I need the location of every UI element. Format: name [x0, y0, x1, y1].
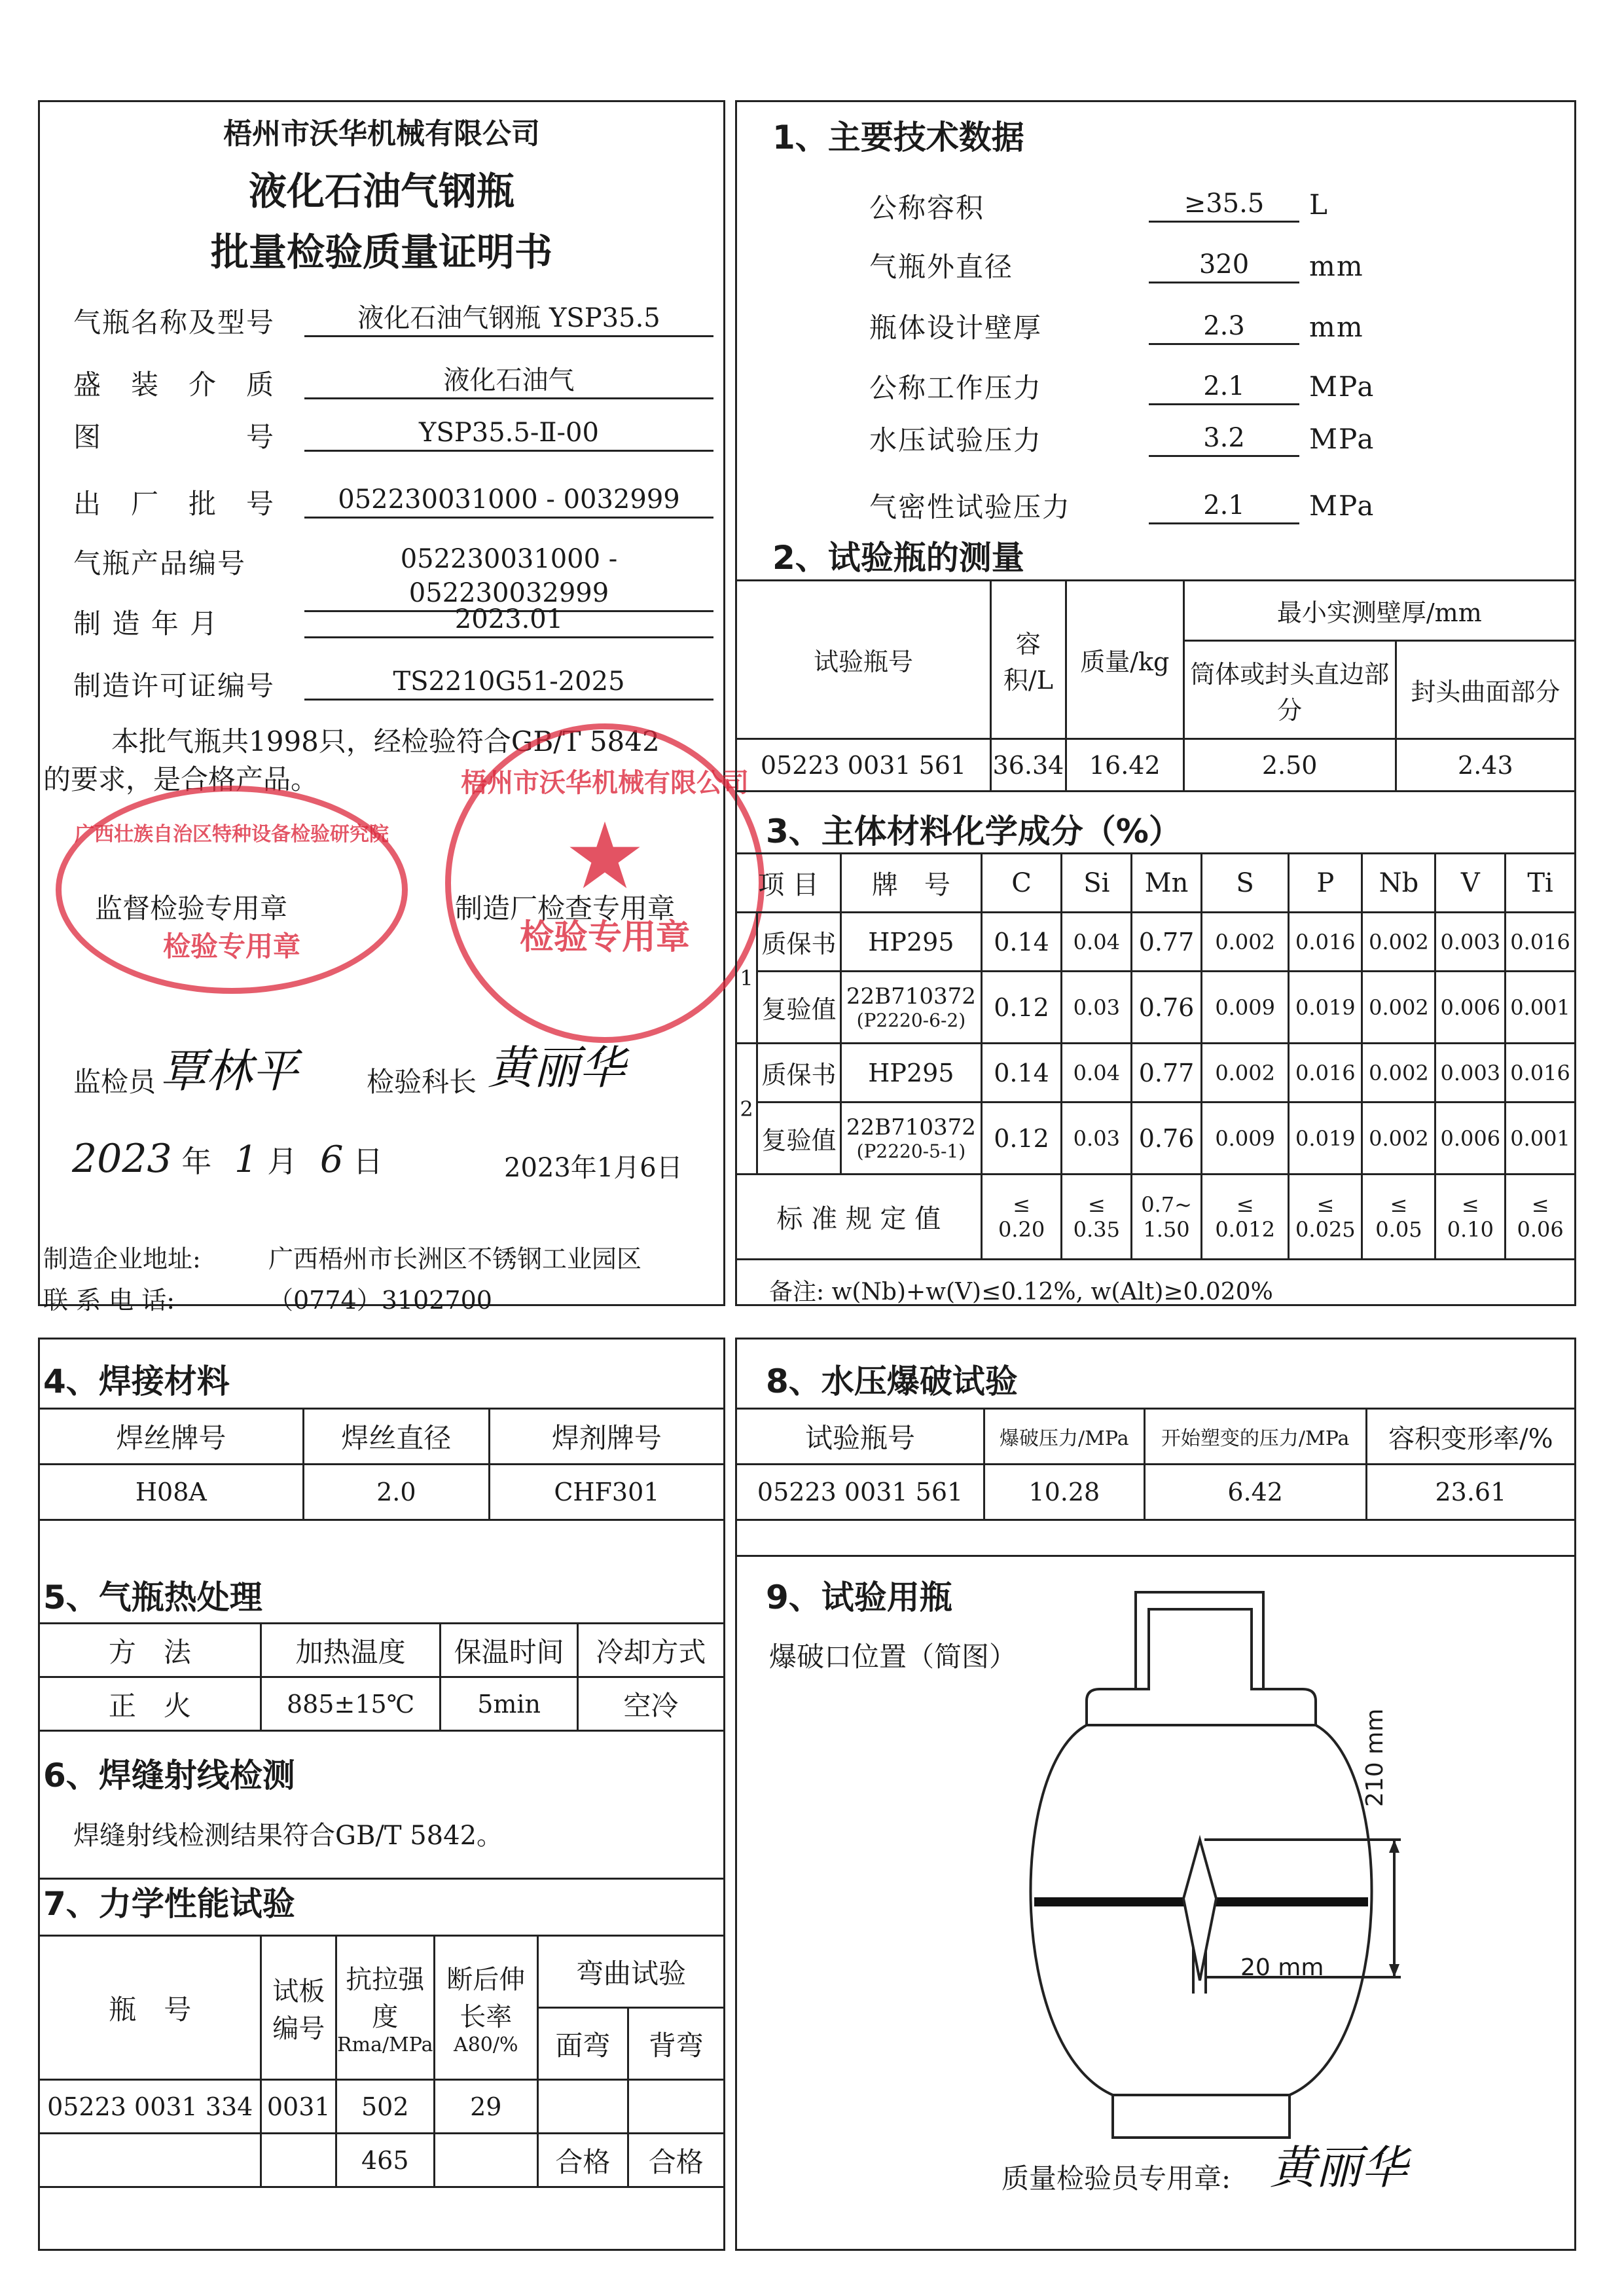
cell: 23.61: [1366, 1465, 1575, 1520]
val: 0.019: [1289, 972, 1362, 1044]
address-label: 制造企业地址:: [43, 1245, 201, 1273]
cell: [39, 2134, 261, 2187]
header-face-bend: 面弯: [538, 2008, 628, 2080]
col-header: P: [1289, 854, 1362, 913]
cell: 10.28: [984, 1465, 1145, 1520]
cell: [261, 2134, 336, 2187]
info-value: 052230031000 - 052230032999: [304, 542, 713, 612]
hand-month-unit: 月: [267, 1144, 298, 1179]
col-header: V: [1435, 854, 1506, 913]
header-elongation: 断后伸长率 A80/%: [434, 1936, 538, 2080]
company-name: 梧州市沃华机械有限公司: [223, 117, 540, 151]
section9-title: 9、试验用瓶: [766, 1578, 952, 1616]
radiography-result: 焊缝射线检测结果符合GB/T 5842。: [73, 1821, 503, 1851]
header-back-bend: 背弯: [628, 2008, 724, 2080]
std-cell: ≤ 0.06: [1506, 1175, 1576, 1260]
val: 0.016: [1289, 913, 1362, 972]
cylinder-diagram: [1008, 1591, 1479, 2154]
header-body-part: 筒体或封头直边部分: [1183, 641, 1396, 739]
col-header: 方 法: [39, 1624, 261, 1677]
spec-unit: MPa: [1309, 371, 1375, 403]
header-bend: 弯曲试验: [538, 1936, 725, 2008]
collar: [1087, 1689, 1316, 1725]
val: 0.001: [1506, 972, 1576, 1044]
val: 0.14: [981, 1044, 1062, 1102]
section2-title: 2、试验瓶的测量: [772, 539, 1024, 577]
val: 0.016: [1506, 1044, 1576, 1102]
hand-day: 6: [319, 1139, 344, 1181]
measurement-table: [735, 579, 1576, 792]
spec-value: ≥35.5: [1149, 187, 1299, 223]
arrow-down: [1389, 1964, 1399, 1977]
chief-signature: 黄丽华: [488, 1041, 625, 1095]
info-value: YSP35.5-Ⅱ-00: [304, 416, 713, 452]
col-header: 焊丝牌号: [39, 1409, 304, 1465]
col-header: C: [981, 854, 1062, 913]
header-bottle-no: 试验瓶号: [736, 581, 991, 739]
val: 0.016: [1289, 1044, 1362, 1102]
inspector-signature: 覃林平: [160, 1044, 298, 1098]
cell: [538, 2080, 628, 2134]
hand-month: 1: [234, 1139, 258, 1181]
spec-label: 气密性试验压力: [869, 491, 1072, 523]
val: 0.006: [1435, 972, 1506, 1044]
factory-stamp: [445, 723, 765, 1043]
section9-subtitle: 爆破口位置（简图）: [769, 1641, 1017, 1673]
printed-date: 2023年1月6日: [504, 1153, 683, 1183]
supervision-stamp-text: 广西壮族自治区特种设备检验研究院: [75, 823, 389, 846]
mechanical-table: [38, 1935, 725, 2188]
cell: 6.42: [1144, 1465, 1366, 1520]
heat-treatment-table: [38, 1622, 725, 1732]
spec-label: 水压试验压力: [869, 424, 1043, 456]
header-mass: 质量/kg: [1066, 581, 1183, 739]
cell: 0031: [261, 2080, 336, 2134]
group-no: 2: [736, 1044, 757, 1175]
info-label: 制造许可证编号: [73, 670, 276, 702]
chief-label: 检验科长: [367, 1066, 477, 1098]
star-icon: ★: [564, 803, 646, 910]
val: 0.016: [1506, 913, 1576, 972]
cell-body: 2.50: [1183, 739, 1396, 792]
info-label: 制 造 年 月: [73, 608, 219, 640]
spec-label: 气瓶外直径: [869, 251, 1014, 283]
val: 0.04: [1062, 1044, 1132, 1102]
info-label: 出 厂 批 号: [73, 488, 276, 520]
spec-unit: L: [1309, 189, 1329, 221]
col-header: 开始塑变的压力/MPa: [1144, 1409, 1366, 1465]
col-header: 冷却方式: [577, 1624, 724, 1677]
val: 0.04: [1062, 913, 1132, 972]
section4-title: 4、焊接材料: [43, 1362, 230, 1400]
section8-title: 8、水压爆破试验: [766, 1362, 1018, 1400]
document-title-1: 液化石油气钢瓶: [248, 169, 514, 213]
spec-unit: mm: [1309, 250, 1364, 282]
header-bottle: 瓶 号: [39, 1936, 261, 2080]
spec-value: 2.1: [1149, 488, 1299, 524]
handle-outline: [1136, 1592, 1263, 1689]
val: 0.006: [1435, 1102, 1506, 1175]
welding-table: [38, 1408, 725, 1521]
factory-stamp-inner: 检验专用章: [519, 918, 690, 957]
val: 0.002: [1362, 1102, 1435, 1175]
inspector-seal-signature: 黄丽华: [1270, 2141, 1407, 2195]
cell: 5min: [441, 1677, 577, 1731]
supervision-stamp-inner: 检验专用章: [162, 930, 300, 962]
val: 0.019: [1289, 1102, 1362, 1175]
col-header: S: [1201, 854, 1288, 913]
col-header: 保温时间: [441, 1624, 577, 1677]
col-header: 容积变形率/%: [1366, 1409, 1575, 1465]
cell: 502: [336, 2080, 434, 2134]
info-label: 盛 装 介 质: [73, 369, 276, 401]
handwritten-date: [72, 1136, 383, 1182]
cell-volume: 36.34: [990, 739, 1066, 792]
spec-label: 瓶体设计壁厚: [869, 312, 1043, 344]
std-cell: ≤ 0.05: [1362, 1175, 1435, 1260]
section5-title: 5、气瓶热处理: [43, 1578, 262, 1616]
row-item: 质保书: [757, 913, 841, 972]
std-cell: 0.7~ 1.50: [1132, 1175, 1202, 1260]
row-item: 复验值: [757, 972, 841, 1044]
section1-title: 1、主要技术数据: [772, 118, 1024, 156]
cell-mass: 16.42: [1066, 739, 1183, 792]
section6-title: 6、焊缝射线检测: [43, 1757, 295, 1795]
header-min-thickness: 最小实测壁厚/mm: [1183, 581, 1575, 641]
spec-value: 2.3: [1149, 309, 1299, 345]
col-header: Nb: [1362, 854, 1435, 913]
cell: 合格: [628, 2134, 724, 2187]
col-header: 试验瓶号: [736, 1409, 984, 1465]
info-value: 液化石油气钢瓶 YSP35.5: [304, 301, 713, 337]
arrow-up: [1389, 1840, 1399, 1853]
group-no: 1: [736, 913, 757, 1044]
info-value: 052230031000 - 0032999: [304, 483, 713, 519]
col-header: 焊剂牌号: [489, 1409, 724, 1465]
cell: 05223 0031 334: [39, 2080, 261, 2134]
val: 0.03: [1062, 1102, 1132, 1175]
cell: 05223 0031 561: [736, 1465, 984, 1520]
spec-unit: MPa: [1309, 423, 1375, 455]
spec-unit: MPa: [1309, 490, 1375, 522]
document-title-2: 批量检验质量证明书: [210, 230, 552, 274]
factory-stamp-text: 梧州市沃华机械有限公司: [461, 768, 749, 798]
statement-line-2: 的要求，是合格产品。: [43, 763, 319, 795]
col-header: 项 目: [736, 854, 841, 913]
info-value: 液化石油气: [304, 363, 713, 399]
hand-year: 2023: [72, 1136, 172, 1182]
spec-value: 320: [1149, 247, 1299, 283]
val: 0.76: [1132, 972, 1202, 1044]
cell-head: 2.43: [1396, 739, 1575, 792]
burst-opening: [1183, 1840, 1216, 1980]
header-tensile: 抗拉强度 Rma/MPa: [336, 1936, 434, 2080]
inspector-label: 监检员: [73, 1066, 156, 1098]
val: 0.12: [981, 1102, 1062, 1175]
row-grade: 22B710372 (P2220-5-1): [841, 1102, 982, 1175]
std-cell: ≤ 0.35: [1062, 1175, 1132, 1260]
hand-year-unit: 年: [181, 1144, 212, 1179]
section7-title: 7、力学性能试验: [43, 1885, 295, 1923]
row-grade: 22B710372 (P2220-6-2): [841, 972, 982, 1044]
val: 0.002: [1362, 972, 1435, 1044]
supervision-stamp-label: 监督检验专用章: [95, 892, 288, 924]
spec-value: 3.2: [1149, 421, 1299, 457]
std-label: 标 准 规 定 值: [736, 1175, 982, 1260]
val: 0.14: [981, 913, 1062, 972]
val: 0.009: [1201, 972, 1288, 1044]
cell: 正 火: [39, 1677, 261, 1731]
val: 0.76: [1132, 1102, 1202, 1175]
col-header: Si: [1062, 854, 1132, 913]
val: 0.03: [1062, 972, 1132, 1044]
row-item: 复验值: [757, 1102, 841, 1175]
cell: 2.0: [303, 1465, 489, 1520]
row-grade: HP295: [841, 913, 982, 972]
cell: 合格: [538, 2134, 628, 2187]
spec-unit: mm: [1309, 311, 1364, 343]
col-header: 加热温度: [261, 1624, 441, 1677]
inspector-seal-label: 质量检验员专用章:: [1001, 2162, 1231, 2195]
std-cell: ≤ 0.025: [1289, 1175, 1362, 1260]
info-value: TS2210G51-2025: [304, 665, 713, 701]
cell: [434, 2134, 538, 2187]
col-header: Ti: [1506, 854, 1576, 913]
header-plate: 试板编号: [261, 1936, 336, 2080]
spec-label: 公称工作压力: [869, 372, 1043, 404]
divider: [735, 1555, 1576, 1557]
val: 0.12: [981, 972, 1062, 1044]
val: 0.002: [1201, 913, 1288, 972]
cell: 885±15℃: [261, 1677, 441, 1731]
header-head-part: 封头曲面部分: [1396, 641, 1575, 739]
cell: CHF301: [489, 1465, 724, 1520]
address-value: 广西梧州市长洲区不锈钢工业园区: [268, 1245, 642, 1273]
val: 0.003: [1435, 1044, 1506, 1102]
cell-bottle-no: 05223 0031 561: [736, 739, 991, 792]
val: 0.77: [1132, 913, 1202, 972]
cell: 29: [434, 2080, 538, 2134]
phone-label: 联 系 电 话:: [43, 1286, 175, 1315]
val: 0.002: [1362, 913, 1435, 972]
dimension-vertical-label: 210 mm: [1362, 1708, 1388, 1807]
info-label: 气瓶产品编号: [73, 547, 247, 579]
val: 0.001: [1506, 1102, 1576, 1175]
statement-line-1: 本批气瓶共1998只，经检验符合GB/T 5842: [111, 725, 660, 757]
val: 0.002: [1201, 1044, 1288, 1102]
std-cell: ≤ 0.20: [981, 1175, 1062, 1260]
phone-value: （0774）3102700: [268, 1286, 492, 1315]
section3-title: 3、主体材料化学成分（%）: [766, 812, 1182, 850]
factory-stamp-label: 制造厂检查专用章: [455, 892, 676, 924]
col-header: 焊丝直径: [303, 1409, 489, 1465]
std-cell: ≤ 0.012: [1201, 1175, 1288, 1260]
val: 0.77: [1132, 1044, 1202, 1102]
col-header: 爆破压力/MPa: [984, 1409, 1145, 1465]
spec-value: 2.1: [1149, 369, 1299, 405]
val: 0.009: [1201, 1102, 1288, 1175]
hand-day-unit: 日: [353, 1144, 384, 1179]
dimension-horizontal-label: 20 mm: [1240, 1954, 1324, 1981]
info-label: 图 号: [73, 421, 276, 453]
burst-table: [735, 1408, 1576, 1521]
cell: 465: [336, 2134, 434, 2187]
col-header: 牌 号: [841, 854, 982, 913]
cell: [628, 2080, 724, 2134]
info-value: 2023.01: [304, 602, 713, 638]
chemistry-note: 备注: w(Nb)+w(V)≤0.12%, w(Alt)≥0.020%: [769, 1279, 1273, 1305]
row-item: 质保书: [757, 1044, 841, 1102]
col-header: Mn: [1132, 854, 1202, 913]
info-label: 气瓶名称及型号: [73, 306, 276, 338]
chemistry-table: [735, 852, 1576, 1260]
cell: 空冷: [577, 1677, 724, 1731]
header-volume: 容积/L: [990, 581, 1066, 739]
val: 0.003: [1435, 913, 1506, 972]
val: 0.002: [1362, 1044, 1435, 1102]
cell: H08A: [39, 1465, 304, 1520]
row-grade: HP295: [841, 1044, 982, 1102]
foot-ring: [1113, 2095, 1290, 2138]
std-cell: ≤ 0.10: [1435, 1175, 1506, 1260]
spec-label: 公称容积: [869, 192, 985, 224]
